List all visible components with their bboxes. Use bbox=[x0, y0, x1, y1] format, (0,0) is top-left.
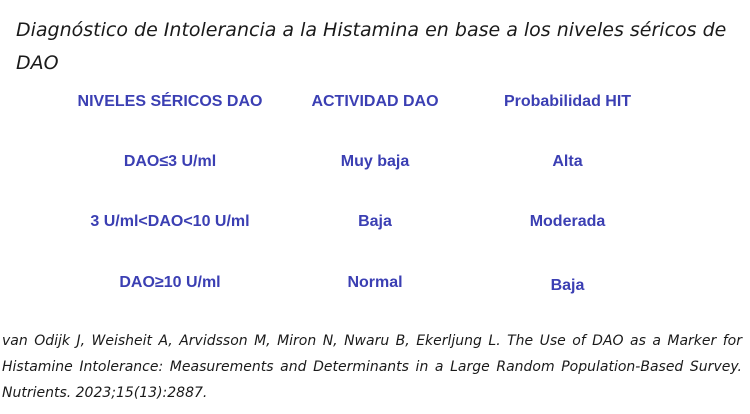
row2-actividad: Baja bbox=[358, 213, 392, 230]
header-actividad: ACTIVIDAD DAO bbox=[311, 93, 439, 110]
row3-niveles: DAO≥10 U/ml bbox=[119, 274, 221, 291]
row2-niveles: 3 U/ml<DAO<10 U/ml bbox=[90, 213, 250, 230]
header-probabilidad: Probabilidad HIT bbox=[503, 93, 632, 110]
row1-probabilidad: Alta bbox=[552, 153, 583, 170]
row1-niveles: DAO≤3 U/ml bbox=[123, 153, 217, 170]
row2-probabilidad: Moderada bbox=[529, 213, 606, 230]
row3-probabilidad: Baja bbox=[550, 277, 585, 294]
header-niveles: NIVELES SÉRICOS DAO bbox=[77, 93, 263, 110]
page-title: Diagnóstico de Intolerancia a la Histamina en base a los niveles séricos de DAO bbox=[16, 19, 727, 74]
citation-text: van Odijk J, Weisheit A, Arvidsson M, Miron N, Nwaru B, Ekerljung L. The Use of DAO as a Marker for Histamine Intolerance: Measurements and Determinants in a Large Random Population-Based Survey. Nutrients. 2023;15(13):2887. bbox=[2, 333, 742, 401]
row1-actividad: Muy baja bbox=[340, 153, 410, 170]
row3-actividad: Normal bbox=[347, 274, 403, 291]
